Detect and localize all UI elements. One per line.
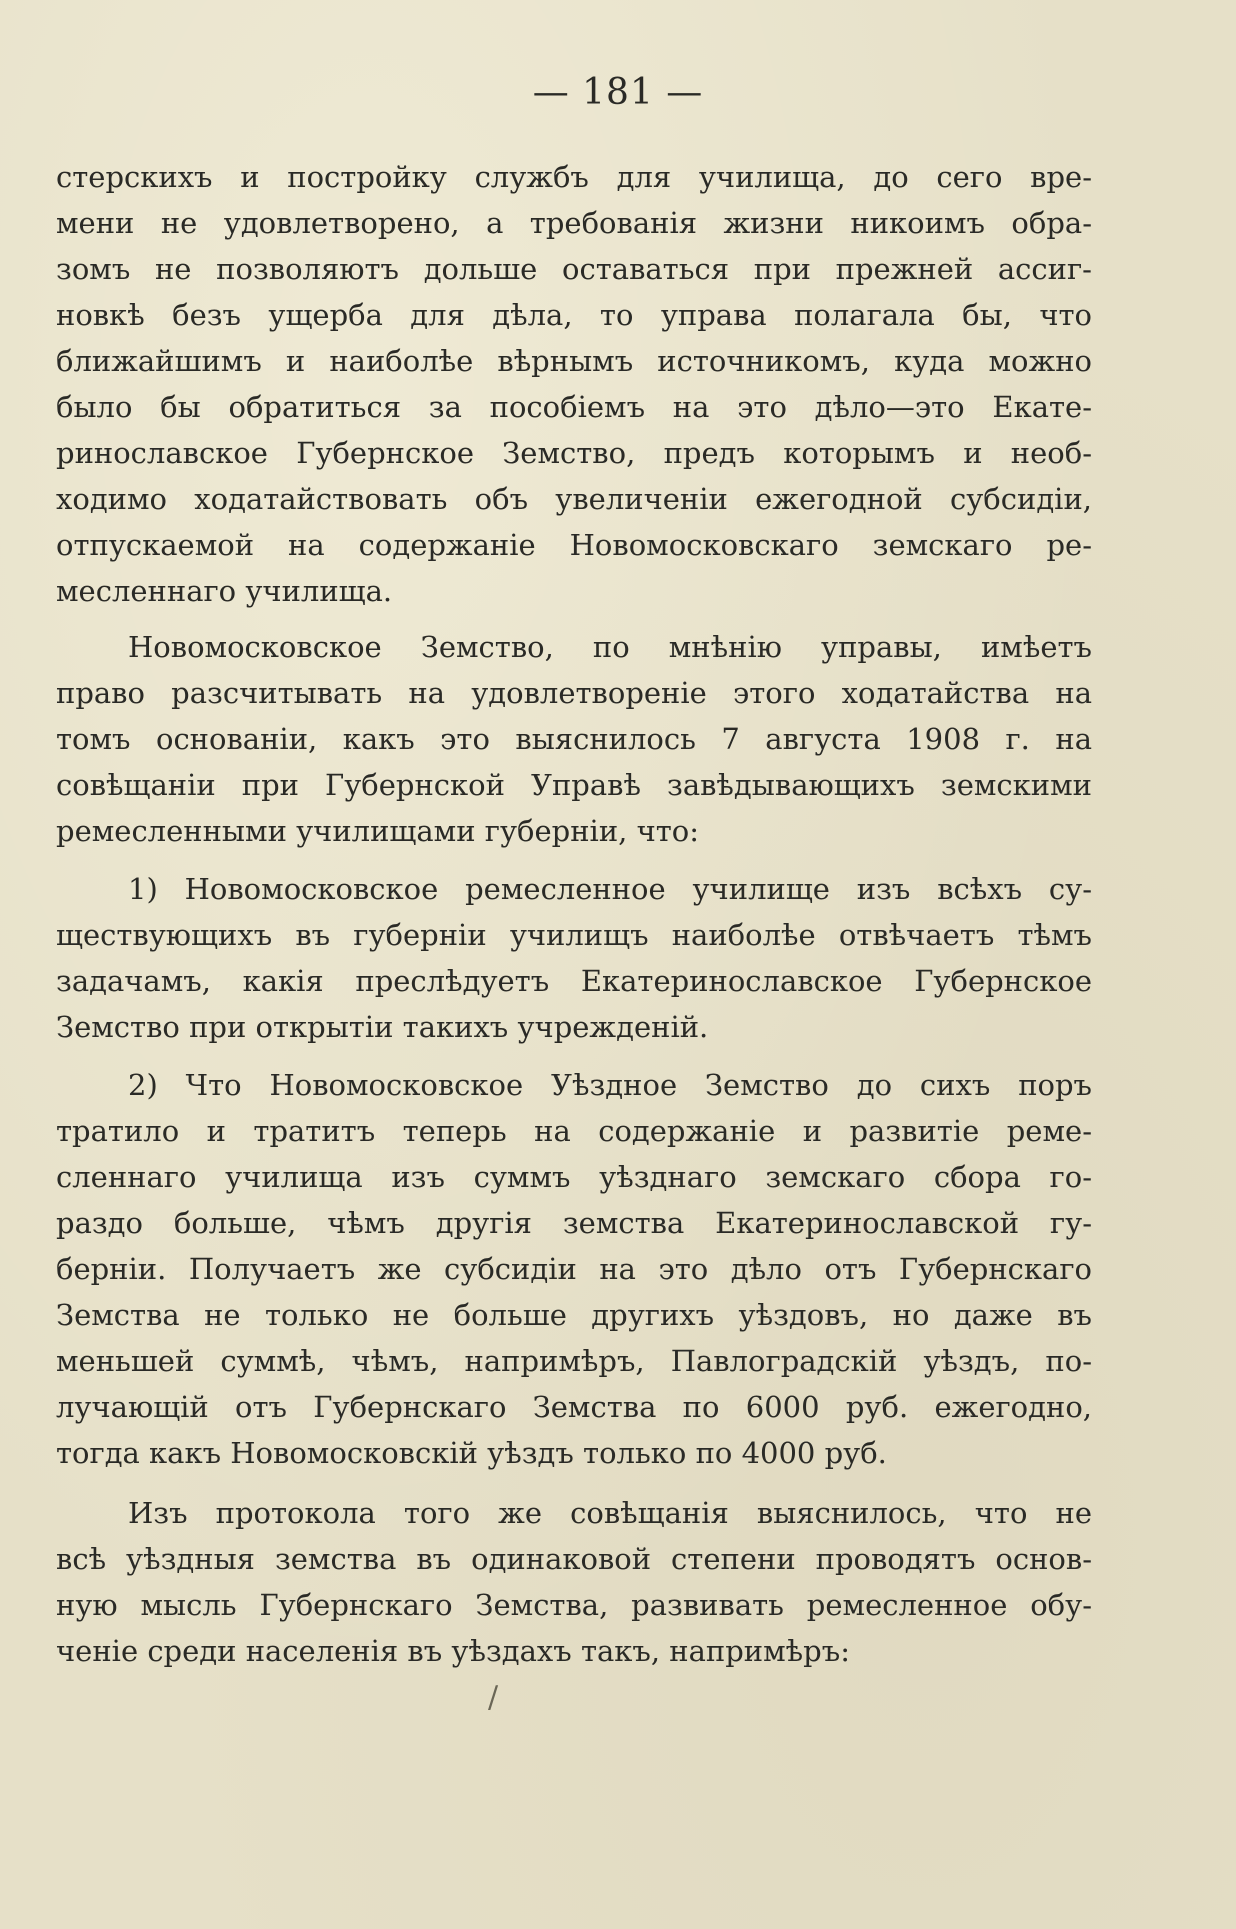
text-line: ближайшимъ и наиболѣе вѣрнымъ источникомъ, куда можно (56, 344, 1092, 378)
text-line: ществующихъ въ губерніи училищъ наиболѣе отвѣчаетъ тѣмъ (56, 918, 1092, 952)
text-line: ринославское Губернское Земство, предъ которымъ и необ- (56, 436, 1092, 470)
text-line: ную мысль Губернскаго Земства, развивать ремесленное обу- (56, 1588, 1092, 1622)
page-number: — 181 — (532, 72, 704, 113)
text-line: томъ основаніи, какъ это выяснилось 7 августа 1908 г. на (56, 722, 1092, 756)
paragraph-4 (56, 1062, 1092, 1476)
text-line: отпускаемой на содержаніе Новомосковскаго земскаго ре- (56, 528, 1092, 562)
paragraph-5 (56, 1490, 1092, 1674)
text-line: месленнаго училища. (56, 574, 393, 608)
paragraph-1 (56, 154, 1092, 614)
text-line: совѣщаніи при Губернской Управѣ завѣдывающихъ земскими (56, 768, 1092, 802)
text-line: новкѣ безъ ущерба для дѣла, то управа полагала бы, что (56, 298, 1092, 332)
text-line: сленнаго училища изъ суммъ уѣзднаго земскаго сбора го- (56, 1160, 1092, 1194)
page-bottom-mark: / (488, 1680, 499, 1715)
text-line: раздо больше, чѣмъ другія земства Екатеринославской гу- (56, 1206, 1092, 1240)
text-line: зомъ не позволяютъ дольше оставаться при прежней ассиг- (56, 252, 1092, 286)
text-line: всѣ уѣздныя земства въ одинаковой степени проводятъ основ- (56, 1542, 1092, 1576)
text-line: тогда какъ Новомосковскій уѣздъ только по 4000 руб. (56, 1436, 887, 1470)
text-line: мени не удовлетворено, а требованія жизни никоимъ обра- (56, 206, 1092, 240)
text-line: лучающій отъ Губернскаго Земства по 6000 руб. ежегодно, (56, 1390, 1092, 1424)
text-line: право разсчитывать на удовлетвореніе этого ходатайства на (56, 676, 1092, 710)
text-line: Земство при открытіи такихъ учрежденій. (56, 1010, 709, 1044)
paragraph-2 (56, 624, 1092, 854)
text-line: тратило и тратитъ теперь на содержаніе и развитіе реме- (56, 1114, 1092, 1148)
text-line: задачамъ, какія преслѣдуетъ Екатеринославское Губернское (56, 964, 1092, 998)
text-line: Земства не только не больше другихъ уѣздовъ, но даже въ (56, 1298, 1092, 1332)
text-line: Изъ протокола того же совѣщанія выяснилось, что не (128, 1496, 1092, 1530)
text-line: 2) Что Новомосковское Уѣздное Земство до сихъ поръ (128, 1068, 1092, 1102)
text-line: стерскихъ и постройку службъ для училища, до сего вре- (56, 160, 1092, 194)
text-line: 1) Новомосковское ремесленное училище изъ всѣхъ су- (128, 872, 1092, 906)
text-line: Новомосковское Земство, по мнѣнію управы, имѣетъ (128, 630, 1092, 664)
text-line: меньшей суммѣ, чѣмъ, напримѣръ, Павлоградскій уѣздъ, по- (56, 1344, 1092, 1378)
text-line: ченіе среди населенія въ уѣздахъ такъ, напримѣръ: (56, 1634, 850, 1668)
text-line: берніи. Получаетъ же субсидіи на это дѣло отъ Губернскаго (56, 1252, 1092, 1286)
paragraph-3 (56, 866, 1092, 1050)
text-line: ремесленными училищами губерніи, что: (56, 814, 700, 848)
text-line: было бы обратиться за пособіемъ на это дѣло—это Екате- (56, 390, 1092, 424)
text-line: ходимо ходатайствовать объ увеличеніи ежегодной субсидіи, (56, 482, 1092, 516)
